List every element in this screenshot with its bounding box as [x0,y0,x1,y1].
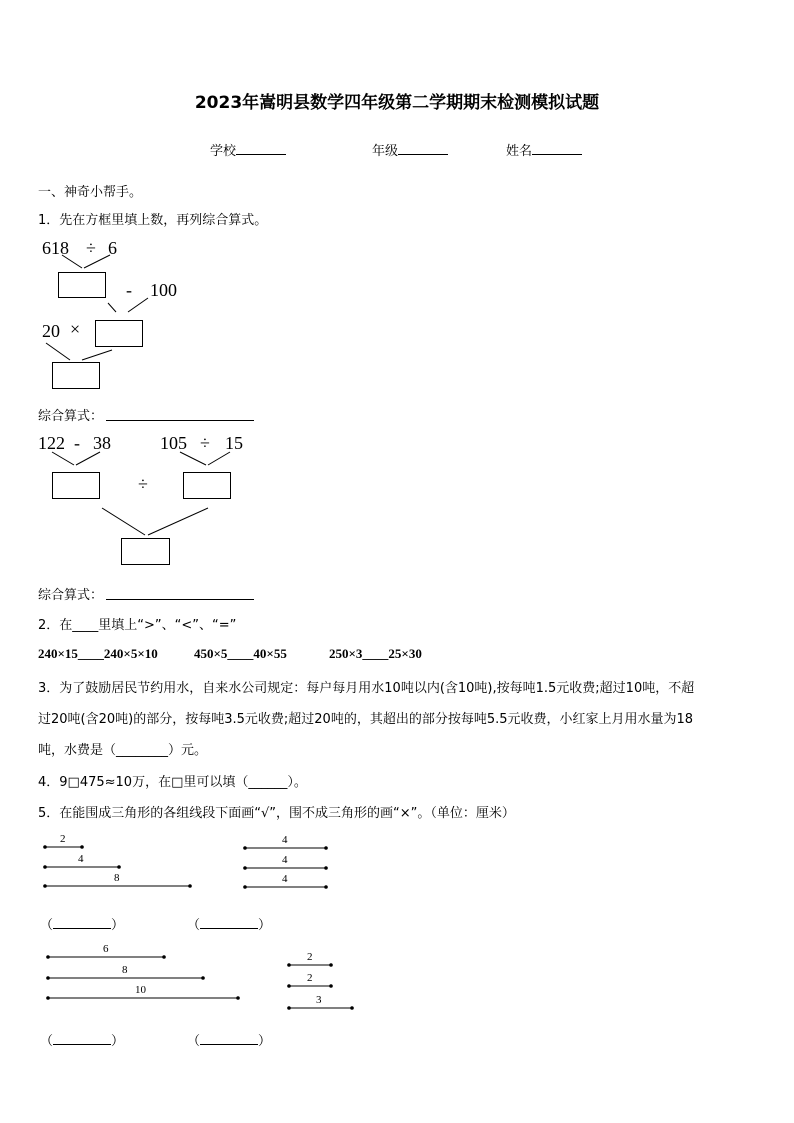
segment-label: 2 [307,951,313,963]
page-title: 2023年嵩明县数学四年级第二学期期末检测模拟试题 [194,93,600,113]
question-5: 5．在能围成三角形的各组线段下面画“√”，围不成三角形的画“×”。（单位：厘米） [38,806,515,821]
name-label: 姓名 [506,144,533,159]
num-15: 15 [225,433,243,453]
question-4: 4．9□475≈10万，在□里可以填（______）。 [38,775,307,790]
op-divide: ÷ [200,433,210,453]
op-minus: - [126,280,132,300]
compare-expr-3[interactable]: 250×3____25×30 [329,646,422,661]
answer-blank[interactable]: （ ） [40,1034,125,1049]
compare-expr-2[interactable]: 450×5____40×55 [194,646,287,661]
compare-expr-1[interactable]: 240×15____240×5×10 [38,646,158,661]
num-122: 122 [38,433,65,453]
num-38: 38 [93,433,111,453]
question-3-line-2: 过20吨(含20吨)的部分，按每吨3.5元收费;超过20吨的，其超出的部分按每吨5.5元收费，小红家上月用水量为18 [38,712,694,727]
op-divide: ÷ [86,238,96,258]
answer-blank[interactable]: （ ） [187,918,272,933]
segment-label: 2 [307,972,313,984]
segment-label: 8 [122,964,128,976]
answer-blank[interactable]: （ ） [40,918,125,933]
num-100: 100 [150,280,177,300]
op-multiply: × [70,319,81,339]
grade-label: 年级 [372,144,399,159]
segment-label: 4 [282,834,288,846]
section-heading: 一、神奇小帮手。 [38,185,143,200]
segment-label: 4 [282,873,288,885]
segment-label: 3 [316,994,322,1006]
question-1: 1．先在方框里填上数，再列综合算式。 [38,213,268,228]
num-20: 20 [42,321,60,341]
school-label: 学校 [210,144,237,159]
segment-label: 8 [114,872,120,884]
segment-label: 4 [78,853,84,865]
op-divide-mid: ÷ [138,474,148,494]
segment-label: 2 [60,833,66,845]
question-3-line-3: 吨，水费是（________）元。 [38,743,208,758]
op-minus: - [74,433,80,453]
combined-label: 综合算式： [38,588,104,603]
num-618: 618 [42,238,69,258]
num-6: 6 [108,238,117,258]
combined-label: 综合算式： [38,409,104,424]
answer-blank[interactable]: （ ） [187,1034,272,1049]
segment-label: 10 [135,984,146,996]
segment-label: 6 [103,943,109,955]
question-3-line-1: 3．为了鼓励居民节约用水，自来水公司规定：每户每月用水10吨以内(含10吨),按每吨1.5元收费;超过10吨，不超 [38,681,695,696]
num-105: 105 [160,433,187,453]
question-2: 2．在____里填上“>”、“<”、“=” [38,618,237,633]
segment-label: 4 [282,854,288,866]
